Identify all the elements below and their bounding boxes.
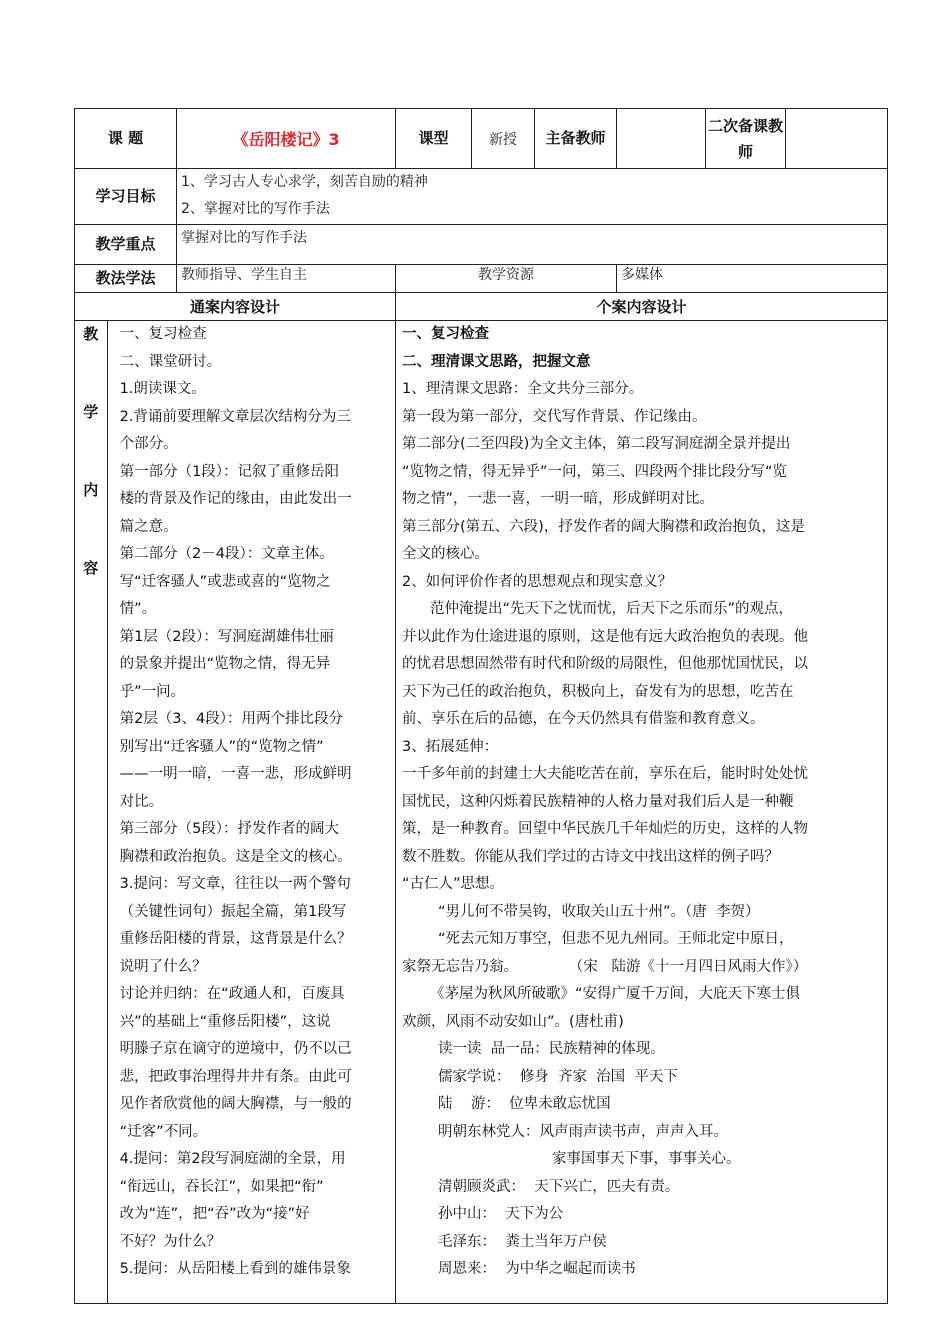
main-teacher-value — [617, 109, 706, 169]
focus-label: 教学重点 — [75, 225, 177, 265]
common-line: 一、复习检查 — [119, 326, 207, 342]
individual-design-header: 个案内容设计 — [396, 293, 888, 321]
individual-line: 一、复习检查 — [402, 326, 490, 342]
individual-line: 孙中山： 天下为公 — [438, 1206, 564, 1222]
individual-line: 数不胜数。你能从我们学过的古诗文中找出这样的例子吗？ — [402, 848, 780, 865]
topic-label: 课 题 — [75, 109, 177, 169]
individual-line: 第一段为第一部分，交代写作背景、作记缘由。 — [402, 408, 707, 425]
common-line: 2.背诵前要理解文章层次结构分为三 — [119, 408, 351, 425]
individual-line: 第二部分(二至四段)为全文主体，第二段写洞庭湖全景并提出 — [402, 436, 791, 452]
lesson-plan-table — [74, 108, 888, 1304]
individual-line: 范仲淹提出“先天下之忧而忧，后天下之乐而乐”的观点， — [430, 601, 794, 617]
lesson-plan-sheet — [74, 108, 887, 1304]
common-line: 重修岳阳楼的背景，这背景是什么？ — [119, 931, 352, 947]
common-line: 5.提问：从岳阳楼上看到的雄伟景象 — [119, 1261, 351, 1277]
goals-label: 学习目标 — [75, 169, 177, 225]
side-label — [75, 321, 108, 1303]
common-line: 对比。 — [119, 793, 164, 810]
common-line: 乎”一问。 — [119, 683, 186, 700]
common-line: 1.朗读课文。 — [119, 381, 206, 397]
goal-item: 2、掌握对比的写作手法 — [181, 201, 330, 217]
second-teacher-label: 二次备课教师 — [706, 109, 786, 169]
common-line: 胸襟和政治抱负。这是全文的核心。 — [119, 848, 352, 865]
common-line: 写“迁客骚人”或悲或喜的“览物之 — [119, 573, 331, 590]
individual-line: 3、拓展延伸： — [402, 738, 499, 755]
focus-value: 掌握对比的写作手法 — [177, 225, 888, 265]
individual-line: 并以此作为仕途进退的原则，这是他有远大政治抱负的表现。他 — [402, 628, 809, 645]
individual-line: 国忧民，这种闪烁着民族精神的人格力量对我们后人是一种鞭 — [402, 793, 794, 810]
side-char: 容 — [83, 559, 99, 577]
individual-line: 天下为己任的政治抱负，积极向上，奋发有为的思想，吃苦在 — [402, 683, 794, 700]
individual-line: 前、享乐在后的品德，在今天仍然具有借鉴和教育意义。 — [402, 711, 765, 727]
common-line: 篇之意。 — [119, 518, 178, 535]
individual-line: 毛泽东： 粪土当年万户侯 — [438, 1233, 607, 1250]
common-line: 情”。 — [119, 601, 157, 617]
common-line: 明滕子京在谪守的逆境中，仍不以己 — [119, 1041, 352, 1057]
header-row — [75, 109, 888, 169]
common-design-body — [108, 321, 395, 1303]
common-line: 第1层（2段）：写洞庭湖雄伟壮丽 — [119, 628, 334, 645]
second-teacher-value — [786, 109, 888, 169]
individual-line: “男儿何不带吴钩，收取关山五十州”。（唐 李贺） — [438, 903, 760, 920]
common-line: 个部分。 — [119, 436, 178, 452]
main-teacher-label: 主备教师 — [535, 109, 617, 169]
common-line: 4.提问：第2段写洞庭湖的全景，用 — [119, 1151, 346, 1167]
methods-value: 教师指导、学生自主 — [177, 265, 396, 293]
individual-line: 家祭无忘告乃翁。 （宋 陆游《十一月四日风雨大作》） — [402, 958, 808, 975]
individual-line: 二、理清课文思路，把握文意 — [402, 353, 591, 370]
goals-list — [177, 169, 888, 225]
common-line: 见作者欣赏他的阔大胸襟，与一般的 — [119, 1096, 352, 1112]
individual-design-body — [396, 321, 888, 1304]
lesson-type-label: 课型 — [396, 109, 472, 169]
resource-label: 教学资源 — [396, 265, 617, 293]
common-line: 楼的背景及作记的缘由，由此发出一 — [119, 491, 352, 507]
methods-row — [75, 265, 888, 293]
columns-row — [75, 293, 888, 321]
common-line: 改为“连”，把“吞”改为“接”好 — [119, 1206, 310, 1222]
common-line: 第2层（3、4段）：用两个排比段分 — [119, 711, 344, 727]
common-line: 第三部分（5段）：抒发作者的阔大 — [119, 821, 340, 837]
common-line: 说明了什么？ — [119, 958, 207, 975]
common-line: “衔远山，吞长江”，如果把“衔” — [119, 1178, 324, 1195]
common-line: ——一明一暗，一喜一悲，形成鲜明 — [119, 766, 352, 782]
common-line: 二、课堂研讨。 — [119, 353, 222, 370]
common-line: （关键性词句）振起全篇，第1段写 — [119, 903, 347, 920]
methods-label: 教法学法 — [75, 265, 177, 293]
goal-item: 1、学习古人专心求学，刻苦自励的精神 — [181, 174, 428, 190]
individual-line: 第三部分(第五、六段)，抒发作者的阔大胸襟和政治抱负，这是 — [402, 518, 805, 535]
individual-line: 全文的核心。 — [402, 546, 490, 562]
common-line: 悲，把政事治理得井井有条。由此可 — [119, 1068, 352, 1085]
common-line: “迁客”不同。 — [119, 1123, 208, 1140]
individual-line: 欢颜，风雨不动安如山”。(唐杜甫) — [402, 1013, 624, 1030]
individual-line: 策，是一种教育。回望中华民族几千年灿烂的历史，这样的人物 — [402, 821, 809, 837]
lesson-type-value: 新授 — [472, 109, 535, 169]
side-char: 学 — [83, 403, 99, 421]
goals-row — [75, 169, 888, 225]
common-design-header: 通案内容设计 — [75, 293, 396, 321]
focus-row — [75, 225, 888, 265]
individual-line: “览物之情，得无异乎”一问，第三、四段两个排比段分写“览 — [402, 463, 788, 480]
side-char: 教 — [83, 325, 99, 343]
individual-line: 周恩来： 为中华之崛起而读书 — [438, 1261, 636, 1277]
common-line: 别写出“迁客骚人”的“览物之情” — [119, 738, 324, 755]
individual-line: 一千多年前的封建士大夫能吃苦在前，享乐在后，能时时处处忧 — [402, 766, 809, 782]
individual-line: 《茅屋为秋风所破歌》“安得广厦千万间，大庇天下寒士俱 — [430, 986, 801, 1002]
individual-line: 读一读 品一品：民族精神的体现。 — [438, 1041, 665, 1057]
individual-line: “古仁人”思想。 — [402, 876, 505, 892]
individual-line: 家事国事天下事，事事关心。 — [552, 1151, 741, 1167]
common-design-cell — [75, 321, 396, 1304]
common-line: 第二部分（2－4段）：文章主体。 — [119, 546, 334, 562]
individual-line: 1、理清课文思路：全文共分三部分。 — [402, 381, 644, 397]
common-line: 3.提问：写文章，往往以一两个警句 — [119, 876, 351, 892]
common-line: 第一部分（1段）：记叙了重修岳阳 — [119, 463, 340, 480]
common-line: 的景象并提出“览物之情，得无异 — [119, 656, 331, 672]
common-line: 不好？为什么？ — [119, 1233, 222, 1250]
resource-value: 多媒体 — [617, 265, 888, 293]
individual-line: 的忧君思想固然带有时代和阶级的局限性，但他那忧国忧民，以 — [402, 656, 809, 672]
side-char: 内 — [83, 481, 99, 499]
content-row — [75, 321, 888, 1304]
individual-line: 物之情”，一悲一喜，一明一暗，形成鲜明对比。 — [402, 491, 715, 507]
individual-line: 2、如何评价作者的思想观点和现实意义？ — [402, 573, 673, 590]
individual-line: 陆 游： 位卑未敢忘忧国 — [438, 1096, 611, 1112]
lesson-title: 《岳阳楼记》3 — [177, 109, 396, 169]
common-line: 讨论并归纳：在“政通人和，百废具 — [119, 986, 345, 1002]
individual-line: “死去元知万事空，但悲不见九州同。王师北定中原日， — [438, 931, 794, 947]
individual-line: 明朝东林党人：风声雨声读书声，声声入耳。 — [438, 1123, 729, 1140]
individual-line: 清朝顾炎武： 天下兴亡，匹夫有责。 — [438, 1178, 680, 1195]
individual-line: 儒家学说： 修身 齐家 治国 平天下 — [438, 1068, 678, 1085]
common-line: 兴”的基础上“重修岳阳楼”，这说 — [119, 1013, 331, 1030]
